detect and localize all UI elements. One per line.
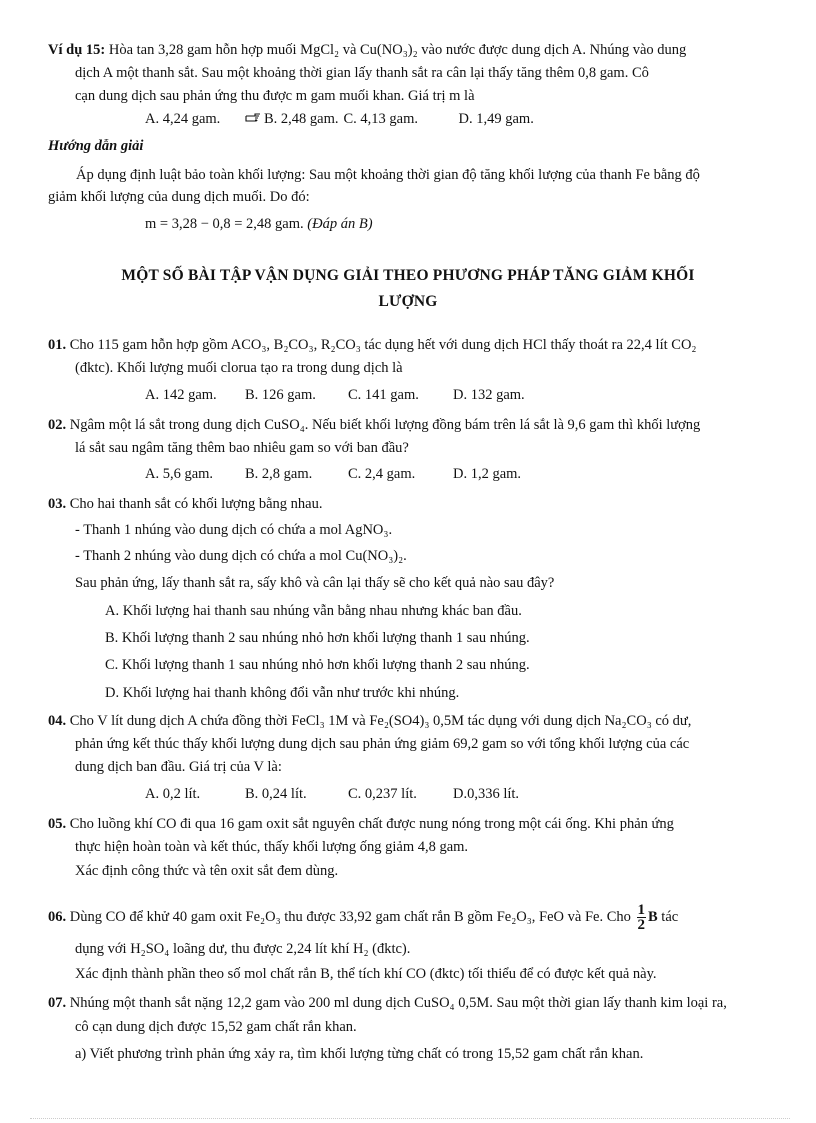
question-number: 02.: [48, 417, 67, 433]
guide-line-1: Áp dụng định luật bảo toàn khối lượng: Sau một khoảng thời gian độ tăng khối lượng của thanh Fe bằng độ: [76, 167, 700, 183]
option-b: B. 126 gam.: [245, 387, 316, 403]
question-02-line-2: lá sắt sau ngâm tăng thêm bao nhiêu gam so với ban đầu?: [75, 440, 409, 456]
example-15-line-2: dịch A một thanh sắt. Sau một khoảng thời gian lấy thanh sắt ra cân lại thấy tăng thêm 0,8 gam. Cô: [75, 65, 649, 81]
question-04-line-2: phản ứng kết thúc thấy khối lượng dung dịch sau phản ứng giảm 69,2 gam so với tổng khối lượng của các: [75, 736, 690, 752]
section-title-line-2: LƯỢNG: [378, 293, 438, 310]
question-number: 07.: [48, 995, 67, 1011]
question-01-line-1: 01. Cho 115 gam hỗn hợp gồm ACO₃, B₂CO₃, R₂CO₃ tác dụng hết với dung dịch HCl thấy thoát ra 22,4 lít CO₂: [48, 337, 697, 353]
option-a: A. 142 gam.: [145, 387, 217, 403]
option-a: A. 4,24 gam.: [145, 111, 221, 127]
question-02-line-1: 02. Ngâm một lá sắt trong dung dịch CuSO₄. Nếu biết khối lượng đồng bám trên lá sắt là 9,6 gam thì khối lượng: [48, 417, 701, 433]
example-15-line-1: Ví dụ 15: Hòa tan 3,28 gam hỗn hợp muối MgCl₂ và Cu(NO₃)₂ vào nước được dung dịch A. Nhúng vào dung: [48, 42, 687, 58]
example-15-options: [145, 110, 534, 128]
question-06-line-2: dụng với H₂SO₄ loãng dư, thu được 2,24 lít khí H₂ (đktc).: [75, 941, 411, 957]
question-07-line-2: cô cạn dung dịch được 15,52 gam chất rắn khan.: [75, 1019, 357, 1035]
fraction-one-half: $\frac{1}{2}$: [637, 902, 645, 933]
question-07-line-1: 07. Nhúng một thanh sắt nặng 12,2 gam vào 200 ml dung dịch CuSO₄ 0,5M. Sau một thời gian lấy thanh kim loại ra,: [48, 995, 727, 1011]
question-02-options: [145, 465, 521, 483]
option-c: C. 141 gam.: [348, 387, 419, 403]
question-03-option-c: C. Khối lượng thanh 1 sau nhúng nhỏ hơn khối lượng thanh 2 sau nhúng.: [105, 657, 530, 673]
fraction-letter: B: [648, 908, 658, 925]
option-d: D.0,336 lít.: [453, 786, 520, 802]
question-number: 04.: [48, 713, 67, 729]
question-05-line-1: 05. Cho luồng khí CO đi qua 16 gam oxit sắt nguyên chất được nung nóng trong một cái ống. Khi phản ứng: [48, 816, 674, 832]
answer-note: (Đáp án B): [307, 216, 373, 232]
guide-formula: m = 3,28 − 0,8 = 2,48 gam. (Đáp án B): [145, 216, 373, 232]
question-03-line-1: 03. Cho hai thanh sắt có khối lượng bằng nhau.: [48, 496, 323, 512]
pointing-hand-icon: [245, 112, 263, 124]
question-03-option-b: B. Khối lượng thanh 2 sau nhúng nhỏ hơn khối lượng thanh 1 sau nhúng.: [105, 630, 530, 646]
question-01-options: [145, 386, 525, 404]
question-07-line-3: a) Viết phương trình phản ứng xảy ra, tìm khối lượng từng chất có trong 15,52 gam chất rắn khan.: [75, 1046, 644, 1062]
option-b: B. 2,8 gam.: [245, 466, 313, 482]
page-bottom-divider: [30, 1118, 790, 1119]
section-title-line-1: MỘT SỐ BÀI TẬP VẬN DỤNG GIẢI THEO PHƯƠNG PHÁP TĂNG GIẢM KHỐI: [121, 267, 695, 284]
option-c: C. 4,13 gam.: [343, 111, 419, 127]
guide-line-2: giảm khối lượng của dung dịch muối. Do đó:: [48, 189, 310, 205]
option-a: A. 0,2 lít.: [145, 786, 201, 802]
option-b: B. 0,24 lít.: [245, 786, 307, 802]
question-03-option-d: D. Khối lượng hai thanh không đổi vẫn như trước khi nhúng.: [105, 685, 460, 701]
option-c: C. 0,237 lít.: [348, 786, 417, 802]
guide-title: Hướng dẫn giải: [48, 138, 144, 154]
question-04-options: [145, 785, 519, 803]
question-04-line-1: 04. Cho V lít dung dịch A chứa đồng thời FeCl₃ 1M và Fe₂(SO4)₃ 0,5M tác dụng với dung dịch Na₂CO₃ có dư,: [48, 713, 692, 729]
option-d: D. 1,49 gam.: [458, 111, 534, 127]
question-05-line-2: thực hiện hoàn toàn và kết thúc, thấy khối lượng ống giảm 4,8 gam.: [75, 839, 469, 855]
example-15-line-3: cạn dung dịch sau phản ứng thu được m gam muối khan. Giá trị m là: [75, 88, 475, 104]
option-a: A. 5,6 gam.: [145, 466, 214, 482]
question-number: 03.: [48, 496, 67, 512]
example-text: Hòa tan 3,28 gam hỗn hợp muối MgCl₂ và Cu(NO₃)₂ vào nước được dung dịch A. Nhúng vào dung: [108, 42, 687, 58]
question-number: 01.: [48, 337, 67, 353]
question-04-line-3: dung dịch ban đầu. Giá trị của V là:: [75, 759, 282, 775]
question-06-line-3: Xác định thành phần theo số mol chất rắn B, thể tích khí CO (đktc) tối thiểu để có được kết quả này.: [75, 966, 657, 982]
question-06-line-1: 06. Dùng CO để khử 40 gam oxit Fe₂O₃ thu được 33,92 gam chất rắn B gồm Fe₂O₃, FeO và Fe. Cho $\frac{1}{2}$ B tác: [48, 902, 679, 933]
question-03-line-2: - Thanh 1 nhúng vào dung dịch có chứa a mol AgNO₃.: [75, 522, 393, 538]
example-label: Ví dụ 15: [48, 42, 101, 58]
question-01-line-2: (đktc). Khối lượng muối clorua tạo ra trong dung dịch là: [75, 360, 403, 376]
question-03-line-4: Sau phản ứng, lấy thanh sắt ra, sấy khô và cân lại thấy sẽ cho kết quả nào sau đây?: [75, 575, 555, 591]
question-03-line-3: - Thanh 2 nhúng vào dung dịch có chứa a mol Cu(NO₃)₂.: [75, 548, 407, 564]
question-number: 05.: [48, 816, 67, 832]
option-d: D. 1,2 gam.: [453, 466, 522, 482]
question-03-option-a: A. Khối lượng hai thanh sau nhúng vẫn bằng nhau nhưng khác ban đầu.: [105, 603, 522, 619]
question-05-line-3: Xác định công thức và tên oxit sắt đem dùng.: [75, 863, 339, 879]
option-d: D. 132 gam.: [453, 387, 525, 403]
question-number: 06.: [48, 908, 67, 925]
option-b: B. 2,48 gam.: [245, 110, 339, 128]
option-c: C. 2,4 gam.: [348, 466, 416, 482]
